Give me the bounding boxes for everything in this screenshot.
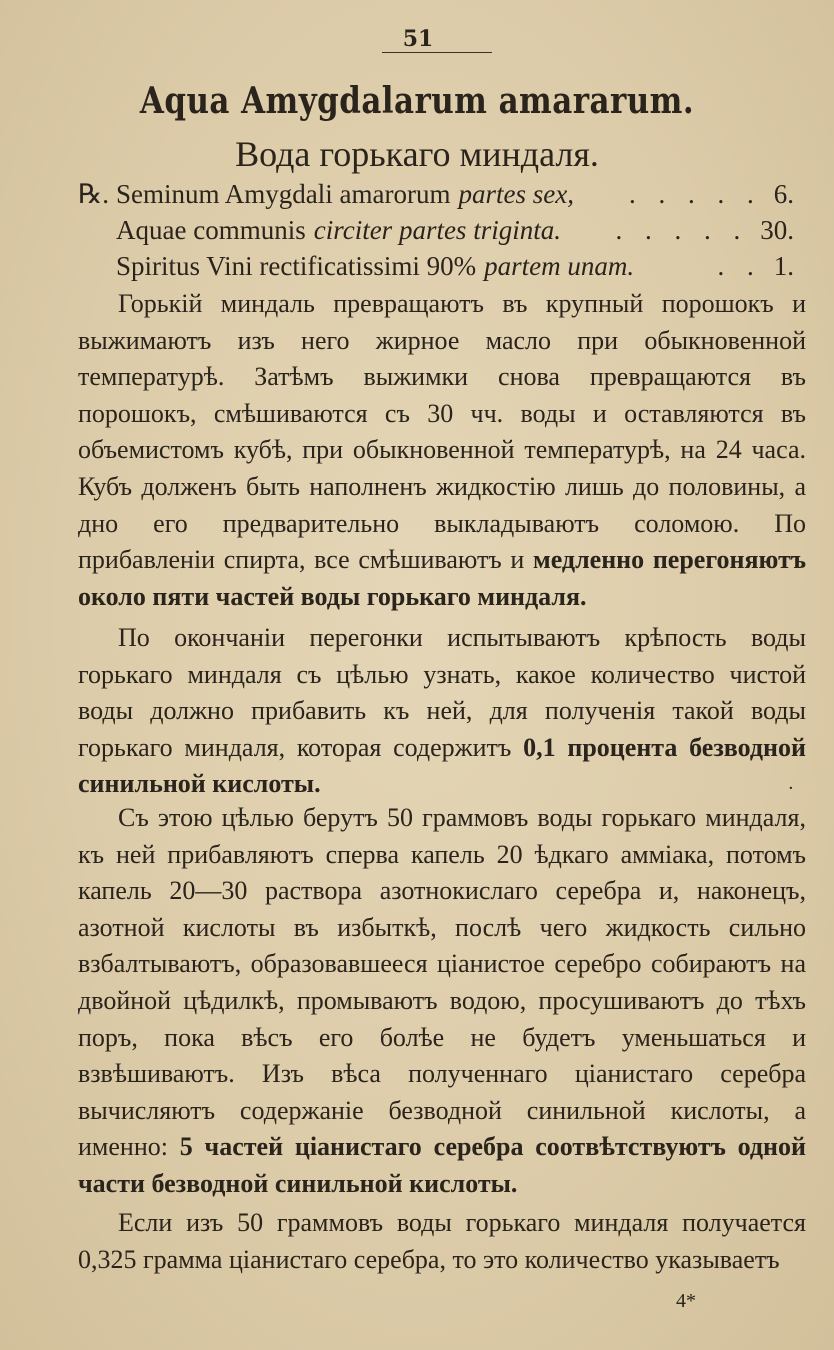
rx-symbol: ℞. (78, 179, 109, 209)
paragraph-procedure (78, 800, 806, 1203)
paragraph-text: По окончаніи перегонки испытываютъ крѣпость воды горькаго миндаля съ цѣлью узнать, какое количество чистой воды должно прибавить къ ней, для полученія такой воды горькаго миндаля, которая содержитъ (78, 623, 806, 762)
ingredient-name: Aquae communis (116, 215, 306, 245)
ingredient-quantity: 6. (773, 179, 794, 209)
paragraph-emphasis: 5 частей ціанистаго серебра соотвѣтствуютъ одной части безводной синильной кислоты. (78, 1132, 807, 1198)
signature-mark: 4* (676, 1290, 696, 1312)
ingredient-amount-words: partem unam. (484, 251, 635, 281)
recipe-item (78, 212, 794, 248)
paragraph-text: Горькій миндаль превращаютъ въ крупный порошокъ и выжимаютъ изъ него жирное масло при обыкновенной температурѣ. Затѣмъ выжимки снова превращаются въ порошокъ, смѣшиваются съ 30 чч. воды и оставляются въ объемистомъ кубѣ, при обыкновенной температурѣ, на 24 часа. Кубъ долженъ быть наполненъ жидкостію лишь до половины, а дно его предварительно выкладываютъ соломою. По прибавленіи спирта, все смѣшиваютъ и (78, 289, 806, 575)
leader-dots: . . . . . (629, 179, 762, 209)
paragraph-preparation (78, 286, 806, 615)
paragraph-emphasis: 0,1 процента безводной синильной кислоты. (78, 732, 807, 799)
recipe-item (78, 176, 794, 212)
ingredient-amount-words: partes sex, (458, 179, 574, 209)
ingredient-quantity: 30. (760, 215, 794, 245)
paragraph-calculation (78, 1205, 806, 1278)
header-rule (382, 52, 492, 53)
ingredient-name: Seminum Amygdali amarorum (116, 179, 451, 209)
paragraph-text: Съ этою цѣлью берутъ 50 граммовъ воды горькаго миндаля, къ ней прибавляютъ сперва капель 20 ѣдкаго амміака, потомъ капель 20—30 раствора азотнокислаго серебра и, наконецъ, азотной кислоты въ избыткѣ, послѣ чего жидкость сильно взбалтываютъ, образовавшееся ціанистое серебро собираютъ на двойной цѣдилкѣ, промываютъ водою, просушиваютъ до тѣхъ поръ, пока вѣсъ его болѣе не будетъ уменьшаться и взвѣшиваютъ. Изъ вѣса полученнаго ціанистаго серебра вычисляютъ содержаніе безводной синильной кислоты, а именно: (78, 803, 806, 1162)
paragraph-text: Если изъ 50 граммовъ воды горькаго миндаля получается 0,325 грамма ціанистаго серебра, то это количество указываетъ (78, 1208, 806, 1274)
title-russian: Вода горькаго миндаля. (235, 134, 599, 174)
ingredient-name: Spiritus Vini rectificatissimi 90% (116, 251, 477, 281)
paragraph-emphasis: медленно перегоняютъ около пяти частей воды горькаго миндаля. (78, 545, 807, 611)
title-latin: Aqua Amygdalarum amararum. (139, 80, 695, 122)
leader-dots: . . (717, 251, 762, 281)
recipe-item (78, 248, 794, 284)
leader-dots: . . . . . (615, 215, 749, 245)
paragraph-strength-test (78, 620, 806, 803)
ingredient-quantity: 1. (773, 251, 794, 281)
stray-mark: · (788, 778, 794, 799)
ingredient-amount-words: circiter partes triginta. (313, 215, 561, 245)
page-number-text: 51 (402, 26, 434, 52)
recipe-block (78, 176, 794, 284)
